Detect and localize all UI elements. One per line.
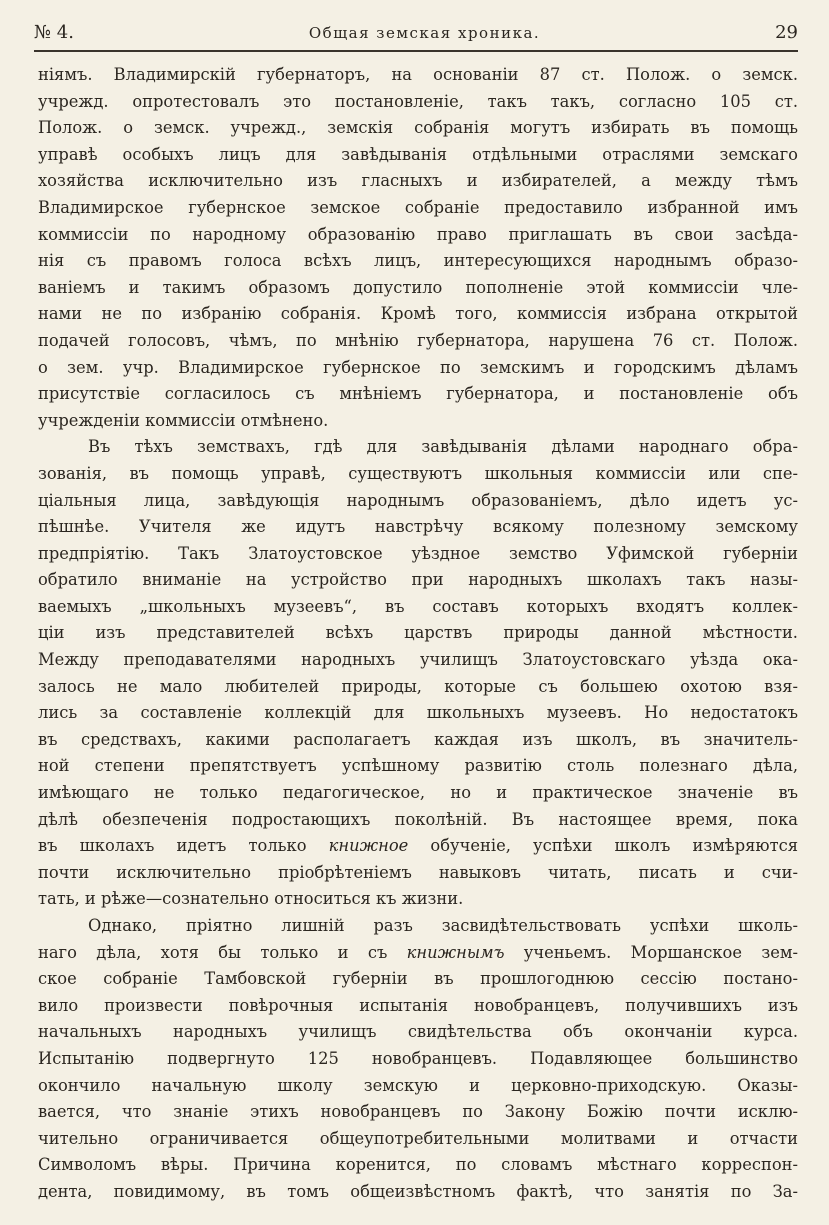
text-line: ціи изъ представителей всѣхъ царствъ природы данной мѣстности. bbox=[38, 623, 798, 643]
text-line: Между преподавателями народныхъ училищъ Златоустовскаго уѣзда ока- bbox=[38, 650, 798, 670]
text-line: учрежденіи коммиссіи отмѣнено. bbox=[38, 410, 329, 430]
text-line: нами не по избранію собранія. Кромѣ того, коммиссія избрана открытой bbox=[38, 304, 798, 324]
text-line: окончило начальную школу земскую и церковно-приходскую. Оказы- bbox=[38, 1075, 798, 1095]
body-text bbox=[38, 62, 798, 1206]
text-line: дѣлѣ обезпеченія подростающихъ поколѣній. Въ настоящее время, пока bbox=[38, 809, 798, 829]
text-line: чительно ограничивается общеупотребительными молитвами и отчасти bbox=[38, 1128, 798, 1148]
text-line: предпріятію. Такъ Златоустовское уѣздное земство Уфимской губерніи bbox=[38, 543, 798, 563]
text-line: вило произвести повѣрочныя испытанія новобранцевъ, получившихъ изъ bbox=[38, 995, 798, 1015]
text-line: подачей голосовъ, чѣмъ, по мнѣнію губернатора, нарушена 76 ст. Полож. bbox=[38, 330, 798, 350]
text-line: Владимирское губернское земское собраніе предоставило избранной имъ bbox=[38, 197, 798, 217]
text-line: ніямъ. Владимирскій губернаторъ, на основаніи 87 ст. Полож. о земск. bbox=[38, 65, 798, 84]
text-line: Испытанію подвергнуто 125 новобранцевъ. Подавляющее большинство bbox=[38, 1048, 798, 1068]
issue-number: № 4. bbox=[34, 22, 74, 43]
text-line: имѣющаго не только педагогическое, но и практическое значеніе въ bbox=[38, 783, 798, 803]
running-title: Общая земская хроника. bbox=[308, 24, 541, 42]
text-line: залось не мало любителей природы, которые съ большею охотою взя- bbox=[38, 676, 798, 696]
text-line: о зем. учр. Владимирское губернское по земскимъ и городскимъ дѣламъ bbox=[38, 357, 798, 377]
emphasis-word: книжное bbox=[328, 836, 409, 856]
text-line bbox=[38, 940, 798, 967]
page-header bbox=[34, 22, 798, 52]
text-line: Символомъ вѣры. Причина коренится, по словамъ мѣстнаго корреспон- bbox=[38, 1155, 798, 1175]
text-run: обученіе, успѣхи школъ измѣряются bbox=[408, 836, 798, 856]
text-line: почти исключительно пріобрѣтеніемъ навыковъ читать, писать и счи- bbox=[38, 862, 798, 882]
text-line: учрежд. опротестовалъ это постановленіе, такъ такъ, согласно 105 ст. bbox=[38, 91, 798, 111]
text-line: дента, повидимому, въ томъ общеизвѣстномъ фактѣ, что занятія по За- bbox=[38, 1181, 798, 1201]
text-line: Полож. о земск. учрежд., земскія собранія могутъ избирать въ помощь bbox=[38, 118, 798, 138]
page-number: 29 bbox=[775, 22, 798, 43]
text-run: въ школахъ идетъ только bbox=[38, 836, 329, 856]
text-line: ціальныя лица, завѣдующія народнымъ образованіемъ, дѣло идетъ ус- bbox=[38, 490, 798, 510]
text-line: присутствіе согласилось съ мнѣніемъ губернатора, и постановленіе объ bbox=[38, 384, 798, 404]
text-line: въ средствахъ, какими располагаетъ каждая изъ школъ, въ значитель- bbox=[38, 729, 798, 749]
text-line: лись за составленіе коллекцій для школьныхъ музеевъ. Но недостатокъ bbox=[38, 703, 798, 723]
text-line: начальныхъ народныхъ училищъ свидѣтельства объ окончаніи курса. bbox=[38, 1022, 798, 1042]
text-line: тать, и рѣже—сознательно относиться къ жизни. bbox=[38, 889, 464, 909]
text-line: ной степени препятствуетъ успѣшному развитію столь полезнаго дѣла, bbox=[38, 756, 798, 776]
text-line: ское собраніе Тамбовской губерніи въ прошлогоднюю сессію постано- bbox=[38, 969, 798, 989]
text-line: зованія, въ помощь управѣ, существуютъ школьныя коммиссіи или спе- bbox=[38, 463, 798, 483]
text-line bbox=[38, 833, 798, 860]
text-line: коммиссіи по народному образованію право приглашать въ свои засѣда- bbox=[38, 224, 798, 244]
emphasis-word: книжнымъ bbox=[406, 942, 505, 962]
text-run: ученьемъ. Моршанское зем- bbox=[504, 942, 798, 962]
text-run: наго дѣла, хотя бы только и съ bbox=[38, 942, 407, 962]
text-line: нія съ правомъ голоса всѣхъ лицъ, интересующихся народнымъ образо- bbox=[38, 251, 798, 271]
text-line: управѣ особыхъ лицъ для завѣдыванія отдѣльными отраслями земскаго bbox=[38, 144, 798, 164]
text-line: ваніемъ и такимъ образомъ допустило пополненіе этой коммиссіи чле- bbox=[38, 277, 798, 297]
paragraph-start-line: Въ тѣхъ земствахъ, гдѣ для завѣдыванія дѣлами народнаго обра- bbox=[88, 437, 798, 457]
text-line: пѣшнѣе. Учителя же идутъ навстрѣчу всякому полезному земскому bbox=[38, 517, 798, 537]
text-line: вается, что знаніе этихъ новобранцевъ по Закону Божію почти исклю- bbox=[38, 1102, 798, 1122]
text-line: обратило вниманіе на устройство при народныхъ школахъ такъ назы- bbox=[38, 570, 798, 590]
text-line: ваемыхъ „школьныхъ музеевъ“, въ составъ которыхъ входятъ коллек- bbox=[38, 596, 798, 616]
text-line: хозяйства исключительно изъ гласныхъ и избирателей, а между тѣмъ bbox=[38, 171, 798, 191]
paragraph-start-line: Однако, пріятно лишній разъ засвидѣтельствовать успѣхи школь- bbox=[88, 916, 798, 935]
